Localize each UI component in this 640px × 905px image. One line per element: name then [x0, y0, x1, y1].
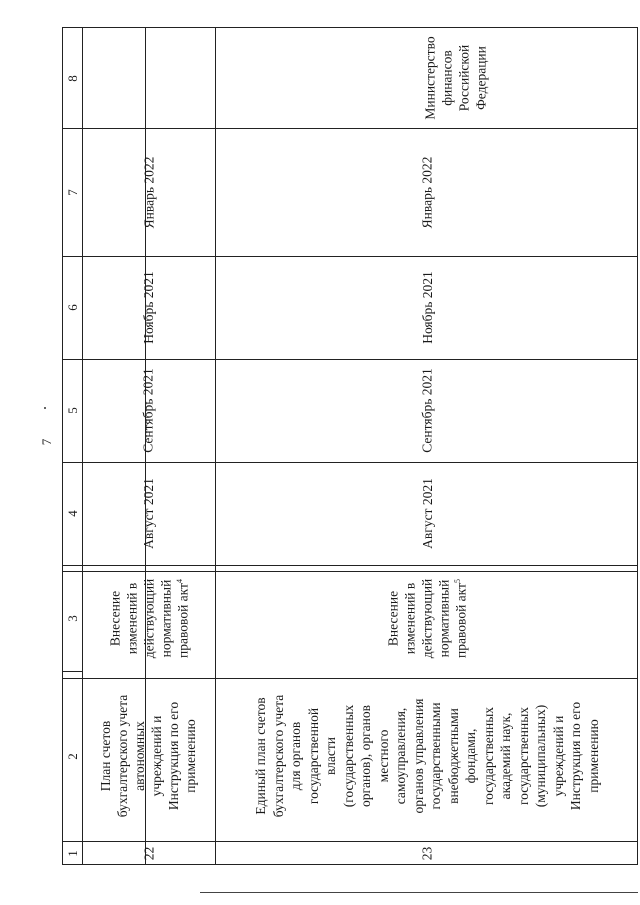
row-23-col7: Январь 2022	[419, 156, 435, 228]
row-23-name: Единый план счетов бухгалтерского учета для органов государственной власти (государственных органов), органов местного самоуправления, органов управления государственными внебюджетными фондами, государственных академий наук, государственных (муниципальных) учреждений и Инструкция по его применению	[252, 694, 601, 818]
colnum-2: 2	[65, 752, 80, 760]
row-23-number: 23	[419, 846, 435, 861]
row-22-col6: Ноябрь 2021	[140, 271, 156, 344]
responsible-cell: Министерство финансов Российской Федерации	[422, 36, 489, 120]
row-23-col5: Сентябрь 2021	[419, 368, 435, 453]
row-23-action: Внесение изменений в действующий нормативный правовой акт$^5$	[385, 578, 469, 658]
row-22-number: 22	[141, 846, 156, 861]
row-23-col4: Август 2021	[419, 478, 435, 549]
colnum-6: 6	[65, 304, 80, 311]
row-22-col5: Сентябрь 2021	[141, 368, 156, 453]
colnum-5: 5	[65, 407, 80, 414]
bottom-edge-line	[200, 892, 638, 893]
page-number: 7	[39, 438, 54, 446]
colnum-4: 4	[65, 510, 80, 517]
colnum-1: 1	[65, 850, 80, 857]
row-23-col6: Ноябрь 2021	[419, 271, 435, 344]
row-22-col7: Январь 2022	[140, 156, 156, 228]
scan-speck	[44, 407, 46, 409]
row-22-col4: Август 2021	[141, 478, 156, 549]
colnum-8: 8	[65, 74, 80, 82]
row-22-name: План счетов бухгалтерского учета автономных учреждений и Инструкция по его применению	[98, 694, 199, 818]
colnum-3: 3	[65, 614, 80, 622]
colnum-7: 7	[65, 188, 80, 196]
plan-table	[62, 27, 638, 865]
row-22-action: Внесение изменений в действующий нормативный правовой акт$^4$	[106, 578, 190, 658]
